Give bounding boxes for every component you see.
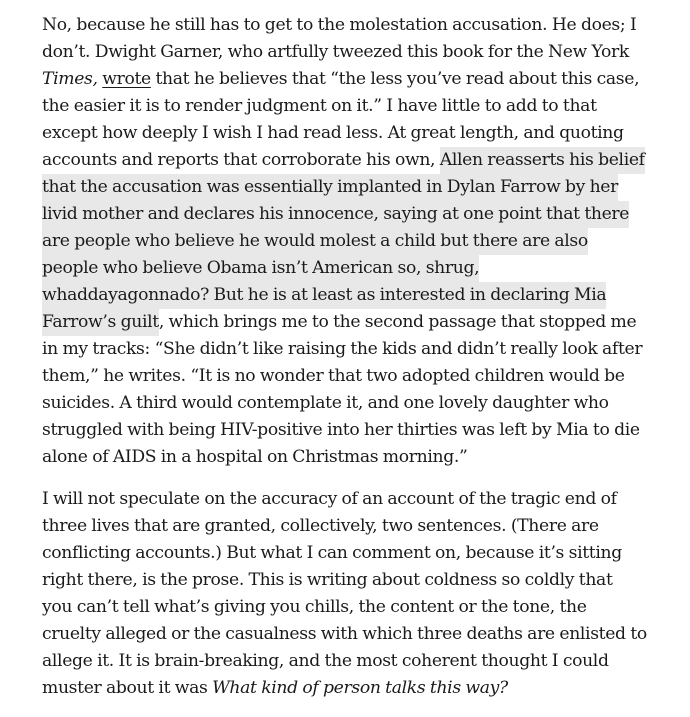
text-segment: I will not speculate on the accuracy of an account of the tragic end of three lives that are granted, collectively, two sentences. (There are conflicting accounts.) But what I can comment on, because it’s sitting right there, is the prose. This is writing about coldness so coldly that you can’t tell what’s giving you chills, the content or the tone, the cruelty alleged or the casualness with which three deaths are enlisted to allege it. It is brain-breaking, and the most coherent thought I could muster about it was — [42, 489, 647, 698]
italic-publication-name: Times, — [42, 69, 98, 89]
paragraph-2 — [42, 486, 647, 702]
text-segment: , which brings me to the second passage that stopped me in my tracks: “She didn’t like raising the kids and didn’t really look after them,” he writes. “It is no wonder that two adopted children would be suicides. A third would contemplate it, and one lovely daughter who struggled with being HIV-positive into her thirties was left by Mia to die alone of AIDS in a hospital on Christmas morning.” — [42, 312, 643, 467]
wrote-link[interactable]: wrote — [102, 69, 151, 89]
highlighted-passage: Allen reasserts his belief that the accusation was essentially implanted in Dylan Farrow by her livid mother and declares his innocence, saying at one point that there are people who believe he would molest a child but there are also people who believe Obama isn’t American so, shrug, whaddayagonnado? But he is at least as interested in declaring Mia Farrow’s guilt — [42, 147, 645, 336]
italic-closing-question: What kind of person talks this way? — [212, 678, 508, 698]
article-body — [42, 12, 647, 717]
text-segment: No, because he still has to get to the molestation accusation. He does; I don’t. Dwight Garner, who artfully tweezed this book for the New York — [42, 15, 637, 62]
paragraph-1 — [42, 12, 647, 471]
text-segment: that he believes that “the less you’ve read about this case, the easier it is to render judgment on it.” I have little to add to that except how deeply I wish I had read less. At great length, and quoting accounts and reports that corroborate his own, — [42, 69, 640, 170]
